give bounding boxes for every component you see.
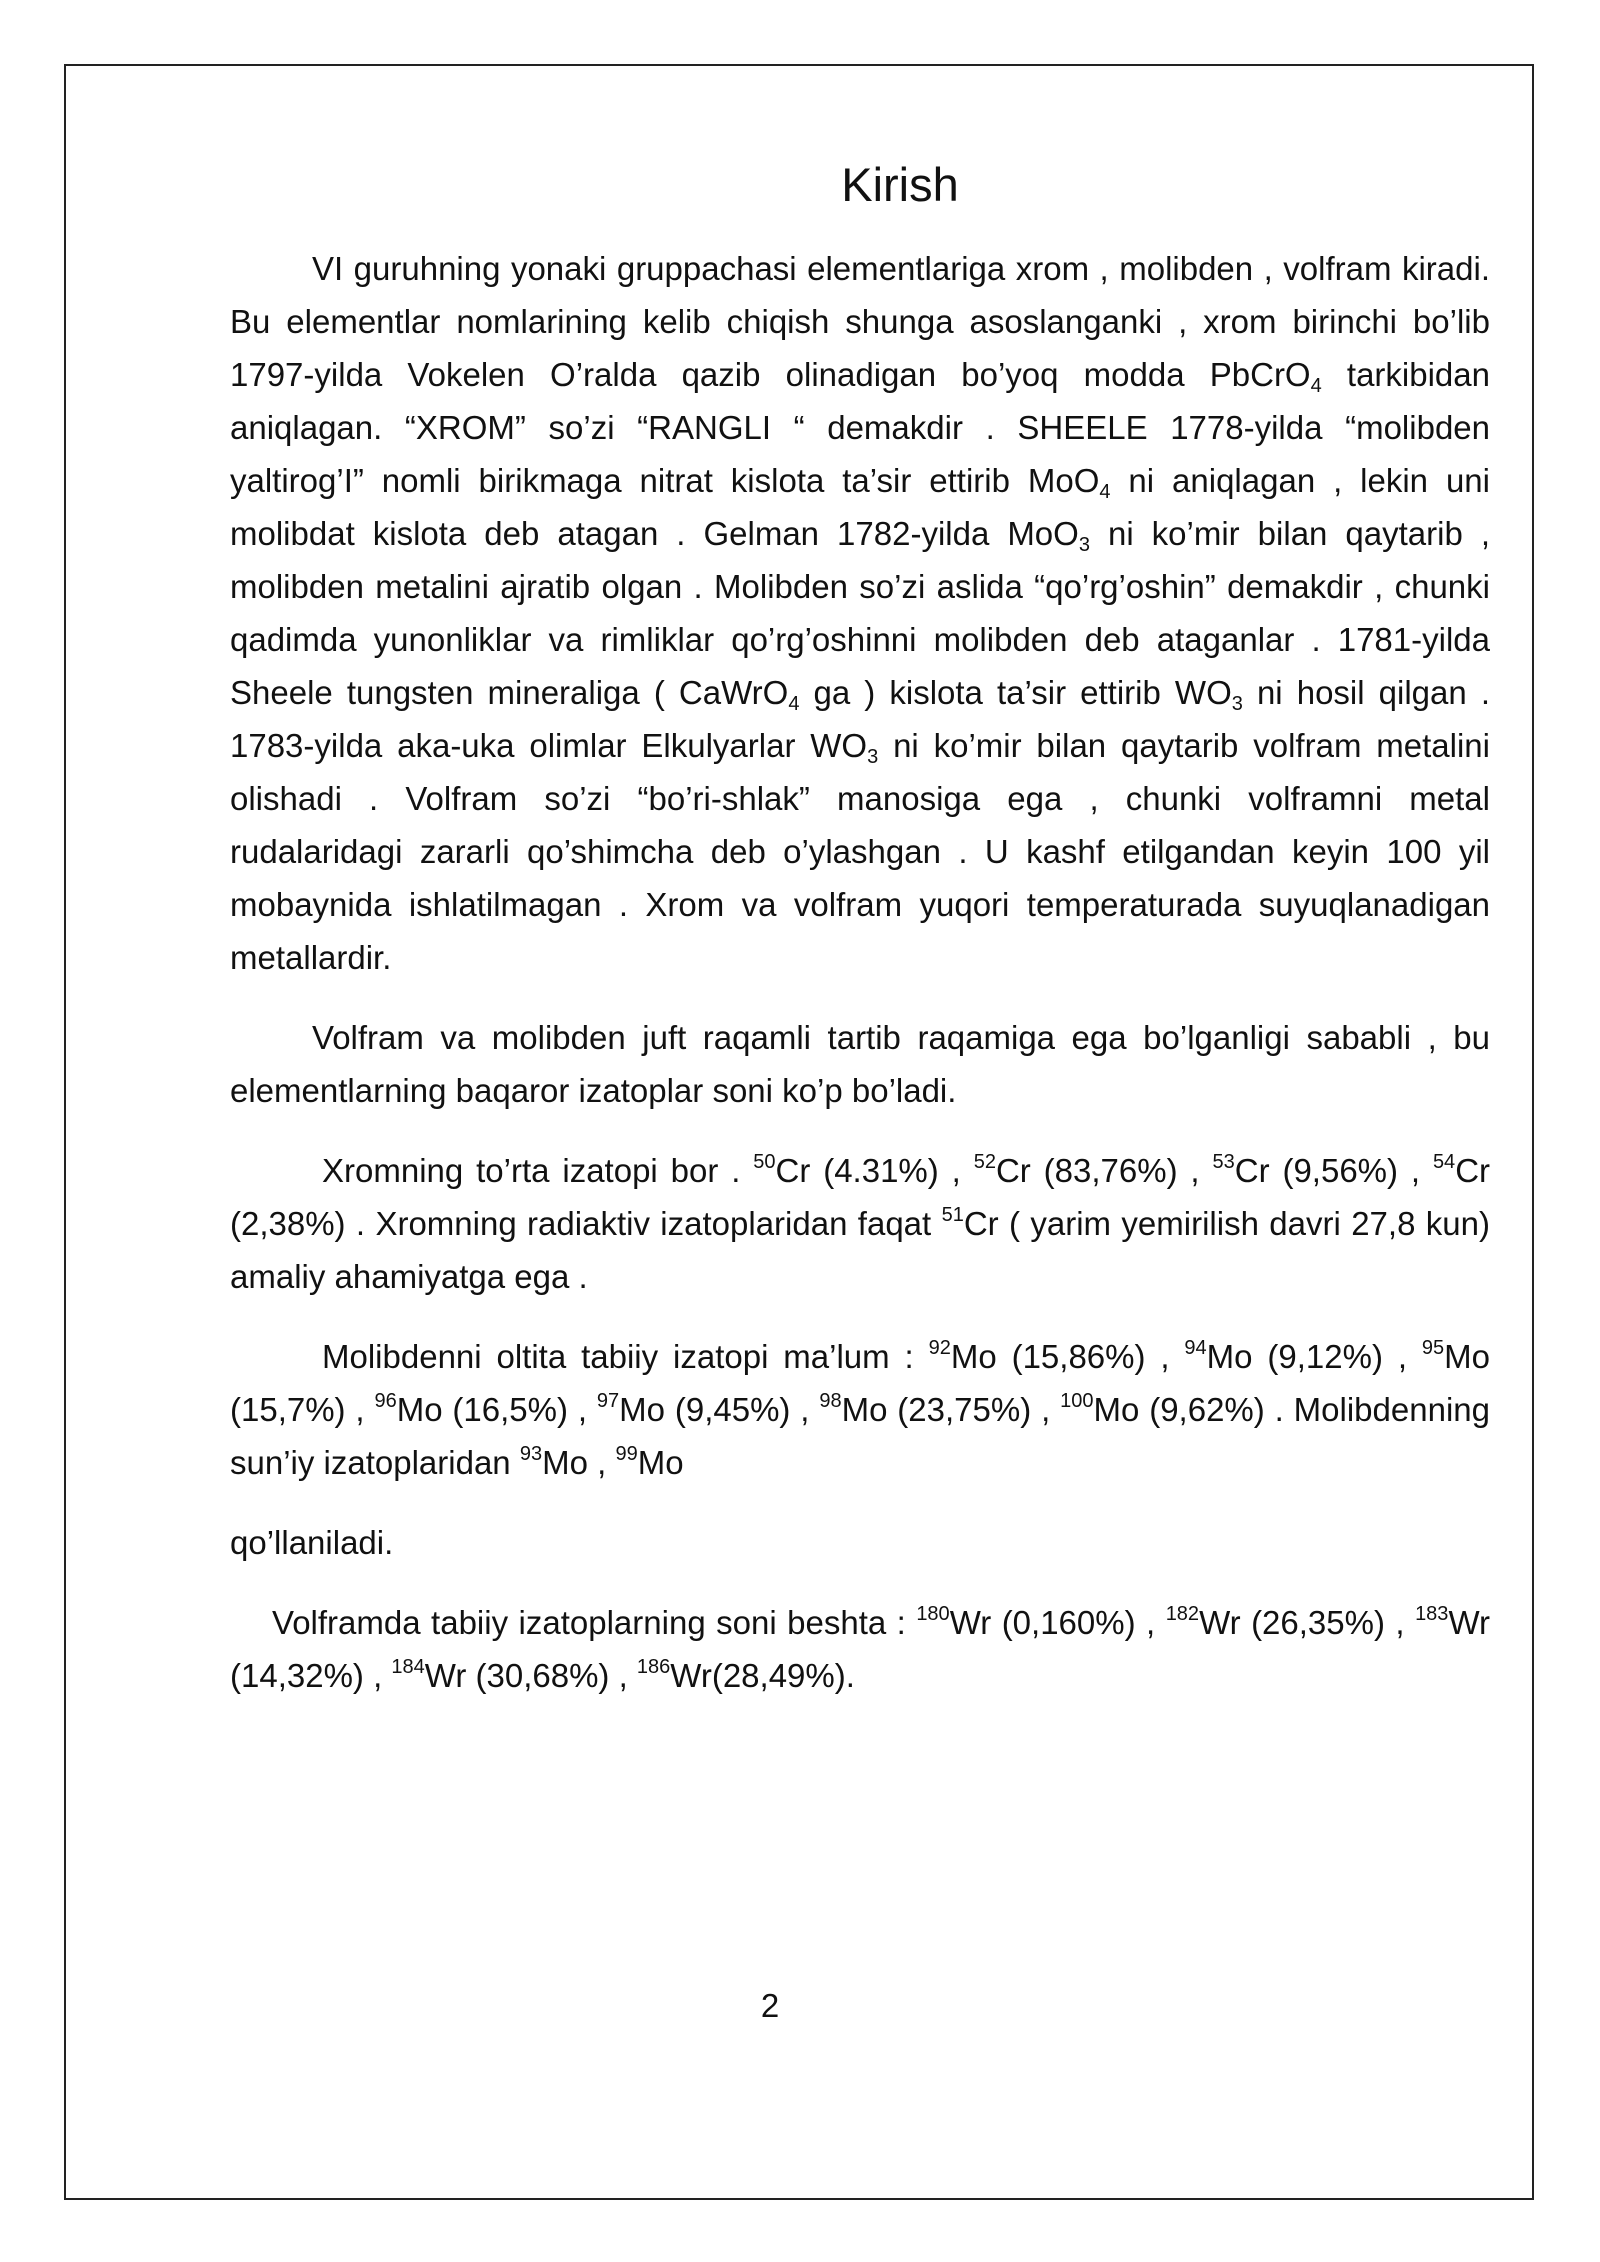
page-content bbox=[230, 150, 1490, 1702]
superscript: 186 bbox=[636, 1656, 671, 1678]
superscript: 96 bbox=[374, 1390, 397, 1412]
paragraph-intro bbox=[230, 242, 1490, 984]
text-run: Cr ( yarim yemirilish davri 27,8 kun) amaliy ahamiyatga ega . bbox=[230, 1205, 1490, 1295]
paragraph-tungsten-isotopes bbox=[230, 1596, 1490, 1702]
text-run: ni ko’mir bilan qaytarib , molibden metalini ajratib olgan . Molibden so’zi aslida “qo’rg’oshin” demakdir , chunki qadimda yunonliklar va rimliklar qo’rg’oshinni molibden deb ataganlar . 1781-yilda Sheele tungsten mineraliga ( CaWrO bbox=[230, 515, 1490, 711]
text-run: Wr(28,49%). bbox=[670, 1657, 855, 1694]
superscript: 95 bbox=[1421, 1337, 1445, 1359]
subscript: 4 bbox=[1099, 481, 1111, 503]
paragraph-molybdenum-isotopes bbox=[230, 1330, 1490, 1489]
superscript: 94 bbox=[1184, 1337, 1207, 1359]
text-run: Cr (2,38%) . Xromning radiaktiv izatoplaridan faqat bbox=[230, 1152, 1491, 1242]
text-run: ni ko’mir bilan qaytarib volfram metalini olishadi . Volfram so’zi “bo’ri-shlak” manosiga ega , chunki volframni metal rudalaridagi zararli qo’shimcha deb o’ylashgan . U kashf etilgandan keyin 100 yil mobaynida ishlatilmagan . Xrom va volfram yuqori temperaturada suyuqlanadigan metallardir. bbox=[230, 727, 1490, 976]
superscript: 97 bbox=[596, 1390, 620, 1412]
text-run: Mo (9,12%) , bbox=[1206, 1338, 1422, 1375]
superscript: 50 bbox=[753, 1151, 776, 1173]
superscript: 182 bbox=[1165, 1603, 1200, 1625]
text-run: Cr (83,76%) , bbox=[995, 1152, 1213, 1189]
text-run: Mo bbox=[637, 1444, 684, 1481]
subscript: 3 bbox=[1078, 534, 1090, 556]
text-run: Mo (15,7%) , bbox=[230, 1338, 1490, 1428]
text-run: Cr (9,56%) , bbox=[1234, 1152, 1433, 1189]
superscript: 183 bbox=[1415, 1603, 1449, 1625]
superscript: 52 bbox=[973, 1151, 996, 1173]
text-run: VI guruhning yonaki gruppachasi elementlariga xrom , molibden , volfram kiradi. Bu elementlar nomlarining kelib chiqish shunga asoslanganki , xrom birinchi bo’lib 1797-yilda Vokelen O’ralda qazib olinadigan bo’yoq modda PbCrO bbox=[230, 250, 1490, 393]
superscript: 180 bbox=[916, 1603, 950, 1625]
text-run: Wr (26,35%) , bbox=[1199, 1604, 1416, 1641]
text-run: Molibdenni oltita tabiiy izatopi ma’lum : bbox=[322, 1338, 929, 1375]
superscript: 92 bbox=[928, 1337, 951, 1359]
subscript: 4 bbox=[1310, 375, 1322, 397]
text-run: ga ) kislota ta’sir ettirib WO bbox=[799, 674, 1232, 711]
text-run: Mo (16,5%) , bbox=[396, 1391, 597, 1428]
superscript: 98 bbox=[819, 1390, 842, 1412]
text-run: Wr (14,32%) , bbox=[230, 1604, 1490, 1694]
text-run: ni hosil qilgan . 1783-yilda aka-uka olimlar Elkulyarlar WO bbox=[230, 674, 1490, 764]
text-run: Mo (15,86%) , bbox=[950, 1338, 1185, 1375]
text-run: Mo (9,45%) , bbox=[619, 1391, 820, 1428]
text-run: Mo , bbox=[542, 1444, 616, 1481]
superscript: 51 bbox=[941, 1204, 964, 1226]
subscript: 3 bbox=[1231, 693, 1243, 715]
subscript: 3 bbox=[867, 746, 879, 768]
text-run: tarkibidan aniqlagan. “XROM” so’zi “RANGLI “ demakdir . SHEELE 1778-yilda “molibden yaltirog’I” nomli birikmaga nitrat kislota ta’sir ettirib MoO bbox=[230, 356, 1490, 499]
superscript: 53 bbox=[1212, 1151, 1235, 1173]
text-run: Cr (4.31%) , bbox=[775, 1152, 974, 1189]
paragraph-even-numbers: Volfram va molibden juft raqamli tartib raqamiga ega bo’lganligi sababli , bu elementlarning baqaror izatoplar soni ko’p bo’ladi. bbox=[230, 1019, 1490, 1109]
text-run: ni aniqlagan , lekin uni molibdat kislota deb atagan . Gelman 1782-yilda MoO bbox=[230, 462, 1490, 552]
superscript: 54 bbox=[1432, 1151, 1456, 1173]
text-run: Mo (23,75%) , bbox=[841, 1391, 1061, 1428]
superscript: 93 bbox=[519, 1443, 543, 1465]
superscript: 100 bbox=[1060, 1390, 1094, 1412]
page-title: Kirish bbox=[841, 158, 959, 211]
text-run: Wr (30,68%) , bbox=[424, 1657, 637, 1694]
page-number: 2 bbox=[760, 1987, 780, 2024]
superscript: 184 bbox=[391, 1656, 425, 1678]
paragraph-applied: qo’llaniladi. bbox=[230, 1524, 394, 1561]
paragraph-chromium-isotopes bbox=[230, 1144, 1490, 1303]
superscript: 99 bbox=[615, 1443, 638, 1465]
text-run: Volframda tabiiy izatoplarning soni beshta : bbox=[272, 1604, 917, 1641]
text-run: Xromning to’rta izatopi bor . bbox=[322, 1152, 754, 1189]
subscript: 4 bbox=[788, 693, 800, 715]
text-run: Wr (0,160%) , bbox=[949, 1604, 1166, 1641]
text-run: Mo (9,62%) . Molibdenning sun’iy izatoplaridan bbox=[230, 1391, 1490, 1481]
